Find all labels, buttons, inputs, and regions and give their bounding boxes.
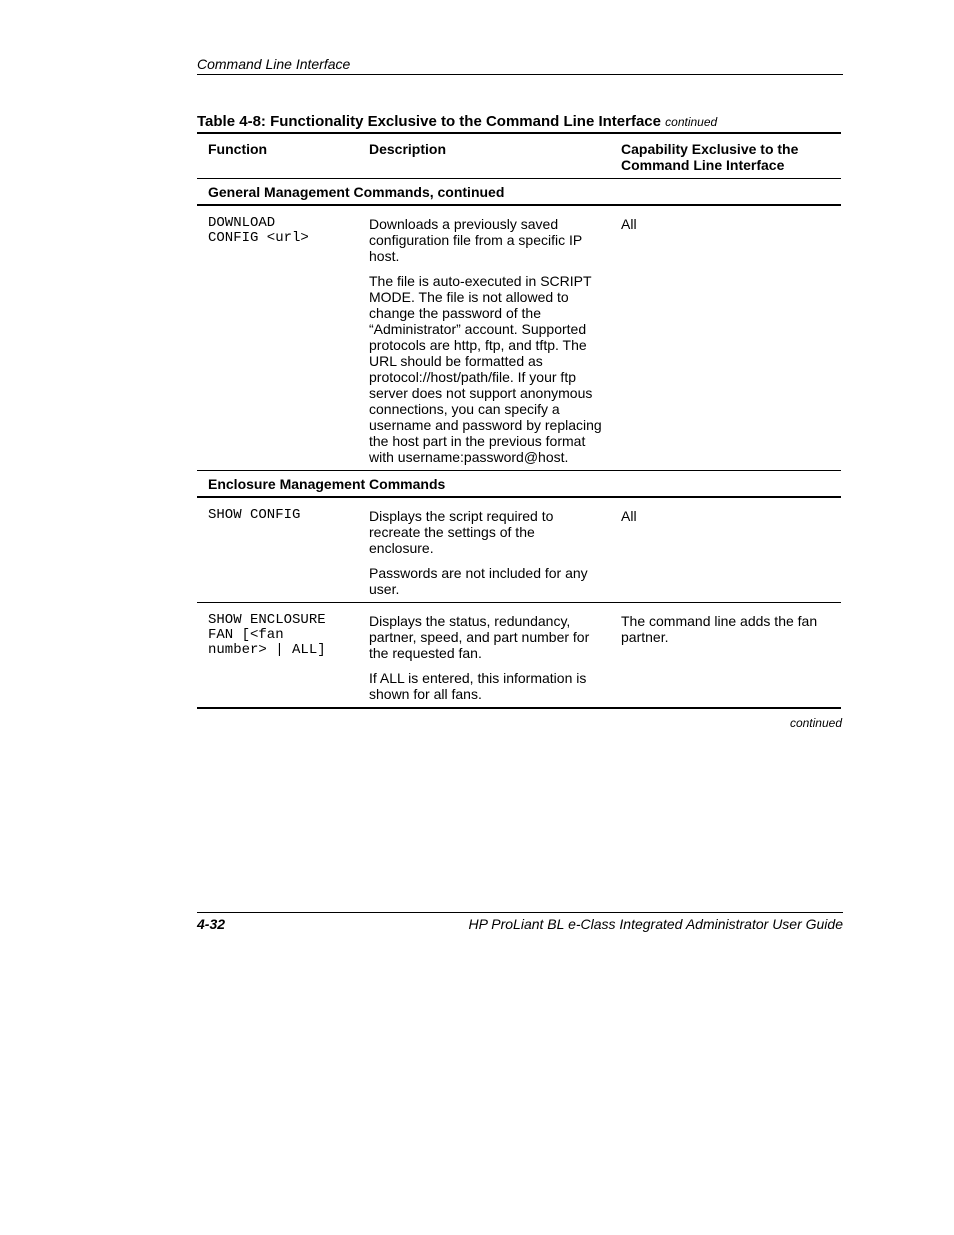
table-row — [197, 498, 841, 603]
capability-cell: The command line adds the fan partner. — [621, 613, 818, 645]
header-description: Description — [369, 141, 447, 157]
function-cell: SHOW ENCLOSURE FAN [<fan number> | ALL] — [208, 612, 326, 658]
description-paragraph: Passwords are not included for any user. — [369, 565, 588, 597]
table-row — [197, 603, 841, 709]
description-cell — [358, 508, 610, 597]
page-number: 4-32 — [197, 916, 226, 932]
section-title: General Management Commands, continued — [208, 184, 505, 200]
description-paragraph: Displays the script required to recreate the settings of the enclosure. — [369, 508, 554, 556]
description-paragraph: Downloads a previously saved configuration file from a specific IP host. — [369, 216, 582, 264]
description-cell — [358, 216, 610, 465]
header-capability: Capability Exclusive to the Command Line Interface — [621, 141, 799, 173]
capability-cell: All — [621, 216, 637, 232]
capability-cell: All — [621, 508, 637, 524]
section-row — [197, 471, 841, 498]
table-row — [197, 206, 841, 471]
function-cell: DOWNLOAD CONFIG <url> — [208, 215, 309, 246]
section-row — [197, 179, 841, 206]
table-caption — [197, 113, 842, 130]
page-footer — [197, 912, 843, 932]
function-cell: SHOW CONFIG — [208, 507, 301, 523]
table-caption-title: Table 4-8: Functionality Exclusive to the Command Line Interface — [197, 113, 661, 130]
section-title: Enclosure Management Commands — [208, 476, 446, 492]
continued-note: continued — [789, 716, 842, 730]
description-cell — [358, 613, 610, 702]
description-paragraph: Displays the status, redundancy, partner, speed, and part number for the requested fan. — [369, 613, 590, 661]
running-head: Command Line Interface — [197, 56, 843, 75]
description-paragraph: If ALL is entered, this information is shown for all fans. — [369, 670, 587, 702]
command-table — [197, 132, 841, 709]
description-paragraph: The file is auto-executed in SCRIPT MODE. The file is not allowed to change the password of the “Administrator” account. Supported protocols are http, ftp, and tftp. The URL should be formatted as protocol://host/path/file. If your ftp server does not support anonymous connections, you can specify a username and password by replacing the host part in the previous format with username:password@host. — [369, 273, 602, 465]
header-function: Function — [208, 141, 268, 157]
table-caption-continued: continued — [665, 115, 718, 129]
book-title: HP ProLiant BL e-Class Integrated Administrator User Guide — [468, 916, 843, 932]
table-header-row — [197, 134, 841, 179]
